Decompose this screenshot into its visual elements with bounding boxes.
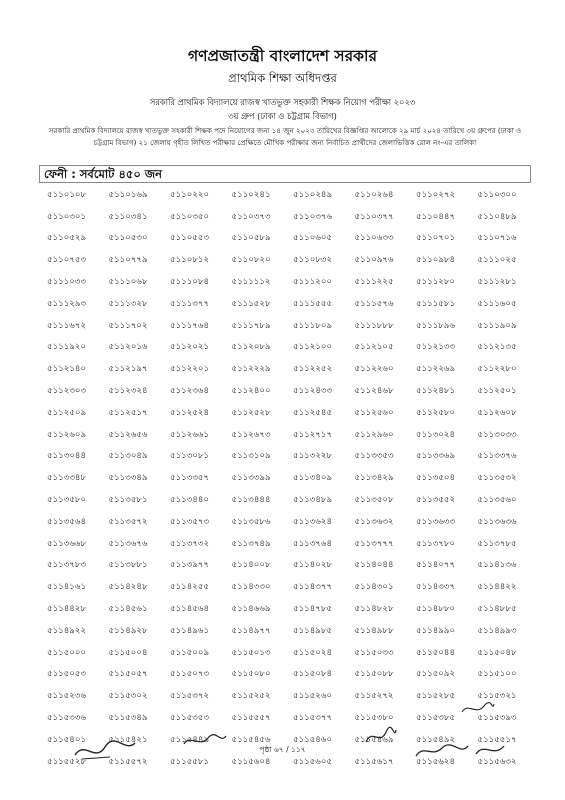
roll-number: ৫১১৪০০৮ bbox=[231, 560, 271, 571]
roll-number: ৫১১৫০৫৩ bbox=[47, 669, 87, 680]
roll-number: ৫১১৫৪২১ bbox=[108, 734, 148, 745]
roll-number: ৫১১৪৩৭৭ bbox=[293, 582, 333, 593]
table-row bbox=[39, 533, 531, 555]
roll-number: ৫১১১৮০৯ bbox=[293, 320, 333, 331]
roll-number: ৫১১৩০২৪ bbox=[416, 429, 456, 440]
roll-number: ৫১১৪১৬১ bbox=[47, 582, 87, 593]
table-row bbox=[39, 249, 531, 271]
roll-number: ৫১১৪৫৬৪ bbox=[170, 604, 210, 615]
roll-number: ৫১১২৬০৯ bbox=[47, 429, 87, 440]
roll-number: ৫১১৫৬০৫ bbox=[293, 756, 333, 767]
roll-number: ৫১১৫৬০৪ bbox=[231, 756, 271, 767]
roll-number: ৫১১৩৬৬৮ bbox=[47, 538, 87, 549]
roll-number: ৫১১২১০০ bbox=[293, 342, 333, 353]
roll-number: ৫১১৩৫৬৪ bbox=[47, 516, 87, 527]
roll-number: ৫১১৩৩৪৮ bbox=[47, 473, 87, 484]
roll-number: ৫১১৫৪৪৯ bbox=[170, 734, 210, 745]
roll-number: ৫১১৩৫০৮ bbox=[354, 495, 394, 506]
roll-number: ৫১১১৩৭৭ bbox=[170, 298, 210, 309]
roll-number: ৫১১৫৪০১ bbox=[47, 734, 87, 745]
roll-number: ৫১১১৫২৮ bbox=[231, 298, 271, 309]
roll-number: ৫১১৩৬২৪ bbox=[293, 516, 333, 527]
roll-number: ৫১১২৫২৪ bbox=[170, 407, 210, 418]
roll-number: ৫১১৫৪৬০ bbox=[293, 734, 333, 745]
roll-number: ৫১১০২৬৪ bbox=[354, 189, 394, 200]
roll-number: ৫১১১২০০ bbox=[293, 277, 333, 288]
roll-number: ৫১১০৭৫৩ bbox=[47, 255, 87, 266]
roll-number: ৫১১৩০৪৯ bbox=[108, 451, 148, 462]
table-row bbox=[39, 228, 531, 250]
roll-number: ৫১১২১০৫ bbox=[354, 342, 394, 353]
table-row bbox=[39, 664, 531, 686]
roll-number: ৫১১১৮৮৮ bbox=[354, 320, 394, 331]
roll-number: ৫১১০২৪১ bbox=[231, 189, 271, 200]
roll-number: ৫১১০৪৮৯ bbox=[477, 211, 517, 222]
roll-number: ৫১১৪৮৮০ bbox=[416, 604, 456, 615]
roll-number: ৫১১১৭০২ bbox=[108, 320, 148, 331]
roll-number: ৫১১৫০০৯ bbox=[170, 647, 210, 658]
notice-paragraph: সরকারি প্রাথমিক বিদ্যালয়ে রাজস্ব খাতভুক্ত সহকারী শিক্ষক পদে নিয়োগের জন্য ১৪ জুন ২০২৩ তারিখের বিজ্ঞপ্তির আলোকে ২৯ মার্চ ২০২৪ তারিখে ৩য় গ্রুপের (ঢাকা ও চট্টগ্রাম বিভাগ) ২১ জেলায় গৃহীত লিখিত পরীক্ষার প্রেক্ষিতে মৌখিক পরীক্ষার জন্য নির্বাচিত প্রার্থীদের জেলাভিত্তিক রোল নং-এর তালিকা bbox=[48, 126, 522, 147]
roll-number: ৫১১০৩০১ bbox=[47, 211, 87, 222]
roll-number: ৫১১৪৪২২ bbox=[477, 582, 517, 593]
roll-number: ৫১১১৯০৯ bbox=[477, 320, 517, 331]
roll-number: ৫১১৫০৪৮ bbox=[477, 647, 517, 658]
roll-number: ৫১১৩৭৩২ bbox=[170, 538, 210, 549]
roll-number: ৫১১২২৬০ bbox=[354, 364, 394, 375]
roll-number: ৫১১৫০০৪ bbox=[108, 647, 148, 658]
roll-number: ৫১১৩৫৬০ bbox=[477, 495, 517, 506]
roll-number: ৫১১২৬০৮ bbox=[477, 407, 517, 418]
roll-number: ৫১১৪৯৯৩ bbox=[477, 625, 517, 636]
roll-number: ৫১১২৪৩৩ bbox=[293, 386, 333, 397]
roll-number: ৫১১৫৬৩২ bbox=[477, 756, 517, 767]
roll-number: ৫১১২৬৭৩ bbox=[231, 429, 271, 440]
roll-number: ৫১১৩৫৮১ bbox=[108, 495, 148, 506]
roll-number: ৫১১১০৬৮ bbox=[108, 277, 148, 288]
roll-number: ৫১১২৬৫৬ bbox=[108, 429, 148, 440]
roll-number: ৫১১৪৬৬৯ bbox=[231, 604, 271, 615]
roll-number: ৫১১২১৩৫ bbox=[477, 342, 517, 353]
roll-number: ৫১১৩৭৮৩ bbox=[47, 560, 87, 571]
roll-number: ৫১১১২২৫ bbox=[354, 277, 394, 288]
roll-number: ৫১১৪৩৩৭ bbox=[416, 582, 456, 593]
roll-number: ৫১১১৬৭২ bbox=[47, 320, 87, 331]
roll-number: ৫১১০৯৮৪ bbox=[416, 255, 456, 266]
roll-number: ৫১১৩৬৭৬ bbox=[108, 538, 148, 549]
roll-number: ৫১১১৮৯৬ bbox=[416, 320, 456, 331]
table-row bbox=[39, 467, 531, 489]
roll-number: ৫১১৫০৭৩ bbox=[170, 669, 210, 680]
roll-number: ৫১১৩৫৭৩ bbox=[170, 516, 210, 527]
roll-number: ৫১১০১০৮ bbox=[47, 189, 87, 200]
roll-number: ৫১১৫৬১৭ bbox=[354, 756, 394, 767]
roll-number: ৫১১৩৭৮৫ bbox=[477, 538, 517, 549]
roll-number: ৫১১২৫০১ bbox=[477, 386, 517, 397]
roll-number: ৫১১২৩৬৪ bbox=[170, 386, 210, 397]
roll-number: ৫১১০৪৪৭ bbox=[416, 211, 456, 222]
roll-number: ৫১১৪৯২৮ bbox=[108, 625, 148, 636]
roll-number: ৫১১৩৫০৪ bbox=[416, 473, 456, 484]
roll-number: ৫১১৩৭৬৪ bbox=[293, 538, 333, 549]
roll-number: ৫১১৫০৮৮ bbox=[354, 669, 394, 680]
roll-number: ৫১১২২৮০ bbox=[477, 364, 517, 375]
roll-number: ৫১১২২০১ bbox=[170, 364, 210, 375]
roll-number: ৫১১২১৩৩ bbox=[416, 342, 456, 353]
roll-number: ৫১১৪১৩৬ bbox=[477, 560, 517, 571]
table-row bbox=[39, 620, 531, 642]
roll-number: ৫১১৫৬২৪ bbox=[416, 756, 456, 767]
table-row bbox=[39, 315, 531, 337]
roll-number: ৫১১৫৫৭২ bbox=[108, 756, 148, 767]
roll-number: ৫১১৫২৫২ bbox=[231, 691, 271, 702]
roll-number: ৫১১৪৫৬১ bbox=[108, 604, 148, 615]
roll-number: ৫১১৫৫১৭ bbox=[477, 734, 517, 745]
roll-number: ৫১১০২৭২ bbox=[416, 189, 456, 200]
table-row bbox=[39, 206, 531, 228]
roll-number: ৫১১০৭১৬ bbox=[477, 233, 517, 244]
roll-number: ৫১১৫৩০২ bbox=[108, 691, 148, 702]
roll-number: ৫১১০৭০১ bbox=[416, 233, 456, 244]
roll-number: ৫১১৪৮২৮ bbox=[354, 604, 394, 615]
roll-number: ৫১১৪৯৬১ bbox=[170, 625, 210, 636]
roll-number: ৫১১১৬০৫ bbox=[477, 298, 517, 309]
roll-number: ৫১১০৩৭৬ bbox=[293, 211, 333, 222]
roll-number: ৫১১৪০৪৪ bbox=[354, 560, 394, 571]
roll-number: ৫১১১৩২৮ bbox=[108, 298, 148, 309]
roll-number: ৫১১৩৪৪৪ bbox=[231, 495, 271, 506]
roll-number: ৫১১৫২৬০ bbox=[293, 691, 333, 702]
roll-number: ৫১১৩২২৮ bbox=[293, 451, 333, 462]
roll-number: ৫১১৫০০০ bbox=[47, 647, 87, 658]
roll-number: ৫১১০৩০০ bbox=[477, 189, 517, 200]
roll-number: ৫১১৫০৪৪ bbox=[416, 647, 456, 658]
roll-number: ৫১১৫০৩৩ bbox=[354, 647, 394, 658]
roll-number: ৫১১০২৪৯ bbox=[293, 189, 333, 200]
roll-number: ৫১১১০৮৪ bbox=[170, 277, 210, 288]
roll-number-grid bbox=[39, 184, 531, 773]
roll-number: ৫১১২১৯৭ bbox=[108, 364, 148, 375]
roll-number: ৫১১৪৯২২ bbox=[47, 625, 87, 636]
roll-number: ৫১১৫৩৪৯ bbox=[108, 713, 148, 724]
signature-5 bbox=[458, 700, 498, 718]
roll-number: ৫১১৫৫৮১ bbox=[170, 756, 210, 767]
table-row bbox=[39, 380, 531, 402]
roll-number: ৫১১৪২৪৮ bbox=[108, 582, 148, 593]
table-row bbox=[39, 337, 531, 359]
table-row bbox=[39, 576, 531, 598]
roll-number: ৫১১৪৯৮৫ bbox=[293, 625, 333, 636]
roll-number: ৫১১৩৩৬৯ bbox=[416, 451, 456, 462]
roll-number: ৫১১১২৯৩ bbox=[47, 298, 87, 309]
roll-number: ৫১১২৪০০ bbox=[231, 386, 271, 397]
roll-number: ৫১১২৫৪৫ bbox=[293, 407, 333, 418]
table-row bbox=[39, 598, 531, 620]
department-title: প্রাথমিক শিক্ষা অধিদপ্তর bbox=[228, 71, 337, 85]
roll-number: ৫১১১২৮০ bbox=[416, 277, 456, 288]
roll-number: ৫১১৪৭৮৫ bbox=[293, 604, 333, 615]
roll-number: ৫১১৫০৯২ bbox=[416, 669, 456, 680]
roll-number: ৫১১০৬০৫ bbox=[293, 233, 333, 244]
roll-number: ৫১১০৫২৯ bbox=[47, 233, 87, 244]
roll-number: ৫১১৫০৮৪ bbox=[293, 669, 333, 680]
roll-number: ৫১১২২২৯ bbox=[231, 364, 271, 375]
roll-number: ৫১১২৭১৭ bbox=[293, 429, 333, 440]
roll-number: ৫১১৫৩৭২ bbox=[170, 691, 210, 702]
roll-number: ৫১১১৫৮১ bbox=[416, 298, 456, 309]
roll-number: ৫১১২৫২৮ bbox=[231, 407, 271, 418]
roll-number: ৫১১৩৫৫২ bbox=[416, 495, 456, 506]
roll-number: ৫১১৫৩৩৬ bbox=[47, 713, 87, 724]
roll-number: ৫১১১৯২০ bbox=[47, 342, 87, 353]
roll-number: ৫১১০২২০ bbox=[170, 189, 210, 200]
roll-number: ৫১১২৩২৪ bbox=[108, 386, 148, 397]
roll-number: ৫১১৫৩৭৭ bbox=[293, 713, 333, 724]
roll-number: ৫১১০১৬৯ bbox=[108, 189, 148, 200]
roll-number: ৫১১২০১৬ bbox=[108, 342, 148, 353]
roll-number: ৫১১৪৯৯০ bbox=[416, 625, 456, 636]
roll-number: ৫১১৩৫৮৬ bbox=[231, 516, 271, 527]
roll-number: ৫১১৫২৭২ bbox=[354, 691, 394, 702]
roll-number: ৫১১০৫৮৯ bbox=[231, 233, 271, 244]
table-row bbox=[39, 293, 531, 315]
roll-number: ৫১১২৫১৭ bbox=[108, 407, 148, 418]
roll-number: ৫১১২০২১ bbox=[170, 342, 210, 353]
roll-number: ৫১১৩৭৮০ bbox=[416, 538, 456, 549]
table-row bbox=[39, 184, 531, 206]
roll-number: ৫১১৩৬৩২ bbox=[354, 516, 394, 527]
roll-number: ৫১১২৫৬০ bbox=[354, 407, 394, 418]
roll-number: ৫১১৪০২৮ bbox=[293, 560, 333, 571]
roll-number: ৫১১৫২৩৬ bbox=[47, 691, 87, 702]
roll-number: ৫১১০৮১২ bbox=[170, 255, 210, 266]
roll-number: ৫১১২৪৮১ bbox=[416, 386, 456, 397]
roll-number: ৫১১৫৪৯২ bbox=[416, 734, 456, 745]
roll-number: ৫১১৫৪৬৯ bbox=[354, 734, 394, 745]
roll-number: ৫১১৪০৭৭ bbox=[416, 560, 456, 571]
roll-number: ৫১১৩০৩৩ bbox=[477, 429, 517, 440]
roll-number: ৫১১৩৫৭২ bbox=[108, 516, 148, 527]
roll-number: ৫১১২৫৮০ bbox=[416, 407, 456, 418]
roll-number: ৫১১৩৩৭৬ bbox=[477, 451, 517, 462]
roll-number: ৫১১৩৫৩২ bbox=[477, 473, 517, 484]
roll-number: ৫১১৩৯৭৭ bbox=[170, 560, 210, 571]
roll-number: ৫১১৫০৮০ bbox=[231, 669, 271, 680]
roll-number: ৫১১৩৩৫৩ bbox=[354, 451, 394, 462]
table-row bbox=[39, 424, 531, 446]
roll-number: ৫১১০৯৭৬ bbox=[354, 255, 394, 266]
roll-number: ৫১১৪৯৭৭ bbox=[231, 625, 271, 636]
roll-number: ৫১১৩০৮১ bbox=[170, 451, 210, 462]
roll-number: ৫১১২২৫২ bbox=[293, 364, 333, 375]
roll-number: ৫১১৫০২৪ bbox=[293, 647, 333, 658]
government-title: গণপ্রজাতন্ত্রী বাংলাদেশ সরকার bbox=[187, 47, 378, 65]
table-row bbox=[39, 489, 531, 511]
roll-number: ৫১১৩৮৮১ bbox=[108, 560, 148, 571]
group-title: ৩য় গ্রুপ (ঢাকা ও চট্টগ্রাম বিভাগ) bbox=[228, 111, 337, 121]
roll-number: ৫১১৫০১৩ bbox=[231, 647, 271, 658]
roll-number: ৫১১৫৩৯৩ bbox=[477, 713, 517, 724]
roll-number: ৫১১২৫০৯ bbox=[47, 407, 87, 418]
roll-number: ৫১১০৫৫৩ bbox=[170, 233, 210, 244]
roll-number: ৫১১৩৩৪৯ bbox=[108, 473, 148, 484]
roll-number: ৫১১৪২৫৫ bbox=[170, 582, 210, 593]
roll-number: ৫১১০৮৩২ bbox=[293, 255, 333, 266]
page-number: পৃষ্ঠা ৬৭ / ১১৭ bbox=[259, 745, 306, 754]
roll-number: ৫১১২৪৬৮ bbox=[354, 386, 394, 397]
roll-number: ৫১১৪৩৩০ bbox=[231, 582, 271, 593]
table-row bbox=[39, 642, 531, 664]
roll-number: ৫১১৩৪৪০ bbox=[170, 495, 210, 506]
roll-number: ৫১১০৩৪১ bbox=[108, 211, 148, 222]
roll-number: ৫১১৫৩২১ bbox=[477, 691, 517, 702]
roll-number: ৫১১২৩০৩ bbox=[47, 386, 87, 397]
roll-number: ৫১১১১১২ bbox=[231, 277, 271, 288]
roll-number: ৫১১২৬৬১ bbox=[170, 429, 210, 440]
roll-number: ৫১১৫৩৫৩ bbox=[170, 713, 210, 724]
roll-number: ৫১১১২৮১ bbox=[477, 277, 517, 288]
roll-number: ৫১১১০৩৩ bbox=[47, 277, 87, 288]
table-row bbox=[39, 446, 531, 468]
roll-number: ৫১১১৭৬৪ bbox=[170, 320, 210, 331]
roll-number: ৫১১০৫৩০ bbox=[108, 233, 148, 244]
roll-number: ৫১১৪৩০১ bbox=[354, 582, 394, 593]
roll-number: ৫১১৫০৫৭ bbox=[108, 669, 148, 680]
roll-number: ৫১১২৯৬০ bbox=[354, 429, 394, 440]
roll-number: ৫১১৩১০৯ bbox=[231, 451, 271, 462]
roll-number: ৫১১৩৭৪৯ bbox=[231, 538, 271, 549]
roll-number: ৫১১১৭৮৯ bbox=[231, 320, 271, 331]
table-row bbox=[39, 555, 531, 577]
roll-number: ৫১১৫২৮৫ bbox=[416, 691, 456, 702]
roll-number: ৫১১৫৫৫৭ bbox=[231, 713, 271, 724]
table-row bbox=[39, 358, 531, 380]
roll-number: ৫১১০৩৭৩ bbox=[231, 211, 271, 222]
roll-number: ৫১১০৩৭৭ bbox=[354, 211, 394, 222]
exam-title: সরকারি প্রাথমিক বিদ্যালয়ে রাজস্ব খাতভুক্ত সহকারী শিক্ষক নিয়োগ পরীক্ষা ২০২৩ bbox=[149, 97, 416, 107]
roll-number: ৫১১৩৬৩৩ bbox=[416, 516, 456, 527]
roll-number: ৫১১১৫৫৫ bbox=[293, 298, 333, 309]
roll-number: ৫১১৩৬৩৬ bbox=[477, 516, 517, 527]
roll-number: ৫১১৩৩৯৯ bbox=[231, 473, 271, 484]
district-section-header: ফেনী : সর্বমোট ৪৫০ জন bbox=[39, 165, 531, 183]
table-row bbox=[39, 511, 531, 533]
roll-number: ৫১১৪৮৮৫ bbox=[477, 604, 517, 615]
roll-number: ৫১১৩৫৮০ bbox=[47, 495, 87, 506]
roll-number: ৫১১৩৭৭৭ bbox=[354, 538, 394, 549]
roll-number: ৫১১০৮২০ bbox=[231, 255, 271, 266]
roll-number: ৫১১৩৩৫৭ bbox=[170, 473, 210, 484]
roll-number: ৫১১৫৫২৮ bbox=[47, 756, 87, 767]
roll-number: ৫১১৪৪২৮ bbox=[47, 604, 87, 615]
roll-number: ৫১১৩৪৮৯ bbox=[293, 495, 333, 506]
roll-number: ৫১১১০২৫ bbox=[477, 255, 517, 266]
roll-number: ৫১১০৬৩৩ bbox=[354, 233, 394, 244]
table-row bbox=[39, 402, 531, 424]
roll-number: ৫১১৫৩৮০ bbox=[354, 713, 394, 724]
roll-number: ৫১১৫৩৮৫ bbox=[416, 713, 456, 724]
roll-number: ৫১১৩৪২৯ bbox=[354, 473, 394, 484]
roll-number: ৫১১৫৪৫৬ bbox=[231, 734, 271, 745]
roll-number: ৫১১০৩৫০ bbox=[170, 211, 210, 222]
roll-number: ৫১১০৭৭৯ bbox=[108, 255, 148, 266]
roll-number: ৫১১৫১০০ bbox=[477, 669, 517, 680]
roll-number: ৫১১২২৬৯ bbox=[416, 364, 456, 375]
table-row bbox=[39, 271, 531, 293]
roll-number: ৫১১২০৮৯ bbox=[231, 342, 271, 353]
roll-number: ৫১১২১৪০ bbox=[47, 364, 87, 375]
roll-number: ৫১১৩০৪৪ bbox=[47, 451, 87, 462]
roll-number: ৫১১৩৪০৯ bbox=[293, 473, 333, 484]
roll-number: ৫১১১৫৭৬ bbox=[354, 298, 394, 309]
roll-number: ৫১১৪৯৮৮ bbox=[354, 625, 394, 636]
